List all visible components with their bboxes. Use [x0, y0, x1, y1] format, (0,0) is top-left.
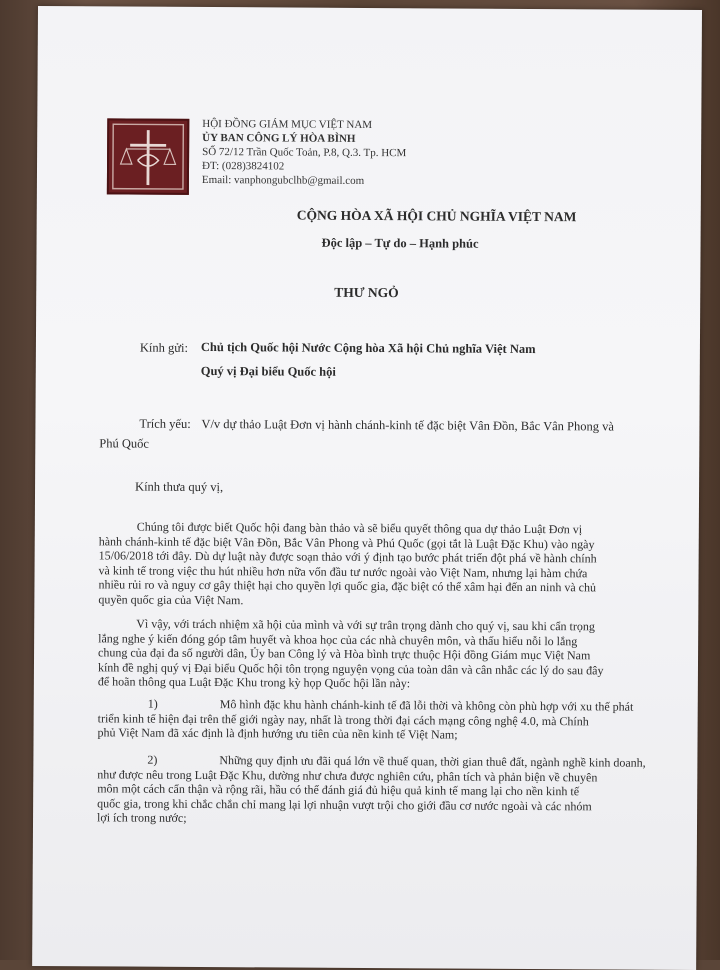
- org-address: SỐ 72/12 Trần Quốc Toản, P.8, Q.3. Tp. HCM: [202, 145, 406, 160]
- text-line: như được nêu trong Luật Đặc Khu, dường như chưa được nghiên cứu, phân tích và phản biện về chuyên: [97, 767, 669, 785]
- item-number: 2): [97, 752, 197, 767]
- subject-text: V/v dự thảo Luật Đơn vị hành chánh-kinh tế đặc biệt Vân Đồn, Bắc Vân Phong và: [201, 417, 614, 435]
- item-text: Mô hình đặc khu hành chánh-kinh tế đã lỗi thời và không còn phù hợp với xu thế phát: [198, 697, 634, 714]
- text-line: hành chánh-kinh tế đặc biệt Vân Đồn, Bắc Vân Phong và Phú Quốc (gọi tắt là Luật Đặc Khu) vào ngày: [99, 534, 671, 552]
- letter-title: THƯ NGỎ: [334, 285, 398, 301]
- item-text: Những quy định ưu đãi quá lớn về thuế quan, thời gian thuê đất, ngành nghề kinh doanh,: [197, 753, 645, 770]
- text-line: Chúng tôi được biết Quốc hội đang bàn thảo và sẽ biểu quyết thông qua dự thảo Luật Đơn vị: [99, 519, 671, 537]
- text-line: kính đề nghị quý vị Đại biểu Quốc hội tôn trọng nguyện vọng của toàn dân và cân nhắc các lý do sau đây: [98, 660, 670, 678]
- salutation: Kính thưa quý vị,: [135, 480, 223, 496]
- reason-item-1: [98, 696, 670, 743]
- text-line: lợi ích trong nước;: [97, 810, 669, 828]
- national-motto: Độc lập – Tự do – Hạnh phúc: [322, 236, 479, 252]
- paragraph-intro: [98, 519, 671, 609]
- commission-name: ỦY BAN CÔNG LÝ HÒA BÌNH: [202, 131, 406, 146]
- cross-scales-icon: [109, 120, 187, 192]
- commission-logo: [107, 118, 189, 194]
- text-line: và kinh tế trong việc thu hút nhiều hơn nữa vốn đầu tư nước ngoài vào Việt Nam, nhưng lại hàm chứa: [99, 563, 671, 581]
- text-line: triển kinh tế hiện đại trên thế giới ngày nay, nhất là trong thời đại cách mạng công nghệ 4.0, mà Chính: [98, 711, 670, 729]
- letter-page: [32, 6, 702, 970]
- subject-label: Trích yếu:: [139, 417, 190, 432]
- org-name: HỘI ĐỒNG GIÁM MỤC VIỆT NAM: [202, 117, 406, 132]
- organization-header: [202, 117, 407, 188]
- recipients-label: Kính gửi:: [140, 341, 188, 356]
- reason-item-2: [97, 752, 669, 828]
- text-line: để hoãn thông qua Luật Đặc Khu trong kỳ họp Quốc hội lần này:: [98, 674, 670, 692]
- paragraph-request: [98, 616, 670, 692]
- text-line: phủ Việt Nam đã xác định là định hướng ưu tiên của nền kinh tế Việt Nam;: [98, 725, 670, 743]
- recipient-secondary: Quý vị Đại biểu Quốc hội: [201, 364, 336, 380]
- org-email: Email: vanphongubclhb@gmail.com: [202, 173, 406, 188]
- text-line: lắng nghe ý kiến đóng góp tâm huyết và khoa học của các nhà chuyên môn, và thấu hiểu nỗi lo lắng: [98, 631, 670, 649]
- recipient-primary: Chủ tịch Quốc hội Nước Cộng hòa Xã hội Chủ nghĩa Việt Nam: [201, 340, 536, 357]
- org-phone: ĐT: (028)3824102: [202, 159, 406, 174]
- national-title: CỘNG HÒA XÃ HỘI CHỦ NGHĨA VIỆT NAM: [297, 208, 577, 226]
- text-line: nhiều rủi ro và nguy cơ gây thiệt hại cho quyền lợi quốc gia, đặc biệt có thể xâm hại đến an ninh và chủ: [98, 577, 670, 595]
- subject-text-cont: Phú Quốc: [99, 436, 149, 451]
- text-line: quốc gia, trong khi chắc chắn chỉ mang lại lợi nhuận vượt trội cho giới đầu cơ nước ngoài và các nhóm: [97, 796, 669, 814]
- text-line: quyền quốc gia của Việt Nam.: [98, 592, 670, 610]
- text-line: 15/06/2018 tới đây. Dù dự luật này được soạn thảo với ý định tạo bước phát triển đột phá về hành chính: [99, 548, 671, 566]
- text-line: chung của đại đa số người dân, Ủy ban Công lý và Hòa bình trực thuộc Hội đồng Giám mục Việt Nam: [98, 645, 670, 663]
- item-number: 1): [98, 696, 198, 711]
- text-line: Vì vậy, với trách nhiệm xã hội của mình và với sự trân trọng dành cho quý vị, sau khi cẩn trọng: [98, 616, 670, 634]
- text-line: môn một cách cẩn thận và rộng rãi, hầu có thể đánh giá đủ hiệu quả kinh tế mang lại cho nền kinh tế: [97, 781, 669, 799]
